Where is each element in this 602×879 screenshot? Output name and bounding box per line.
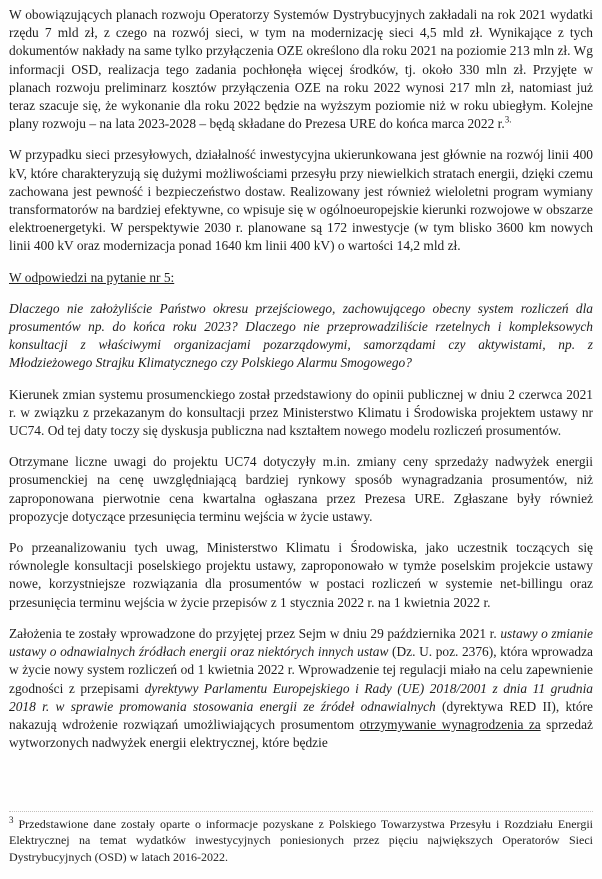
paragraph-uc74-comments: Otrzymane liczne uwagi do projektu UC74 dotyczyły m.in. zmiany ceny sprzedaży nadwyżek energii prosumenckiej na cenę uwzględniającą bardziej rynkowy sposób wynagradzania prosumentów, niż zaproponowana pierwotnie cena kwartalna ogłaszana przez Prezesa URE. Zgłaszane były również propozycje dotyczące przesunięcia terminu wejścia w życie ustawy. (9, 454, 593, 524)
remuneration-underlined: otrzymywanie wynagrodzenia za (359, 716, 541, 732)
paragraph-sejm-act (9, 625, 593, 752)
sejm-act-seg5: (dyrektywa RED II), które nakazują wdrożenie rozwiązań umożliwiających prosumentom (9, 698, 594, 732)
paragraph-distribution-plans-text: W obowiązujących planach rozwoju Operatorzy Systemów Dystrybucyjnych zakładali na rok 2021 wydatki rzędu 7 mld zł, z czego na rozwój sieci, w tym na modernizację sieci 4,5 mld zł. Wynikające z tych dokumentów nakłady na same tylko przyłączenia OZE określono dla roku 2021 na poziomie 213 mln zł. Wg informacji OSD, realizacja tego zadania pochłonęła więcej środków, tj. około 330 mln zł. Przyjęte w planach rozwoju preliminarz kosztów przyłączenia OZE na roku 2022 wynosi 217 mln zł, natomiast już teraz szacuje się, że wykonanie dla roku 2022 będzie na wyższym poziomie niż w roku ubiegłym. Kolejne plany rozwoju – na lata 2023-2028 – będą składane do Prezesa URE do końca marca 2022 r. (9, 7, 593, 132)
footnote-separator (9, 811, 593, 812)
footnote-marker: 3 (9, 814, 14, 825)
sejm-act-seg7: sprzedaż wytworzonych nadwyżek energii elektrycznej, które będzie (9, 716, 593, 751)
act-title-italic: ustawy o zmianie ustawy o odnawialnych źródłach energii oraz niektórych innych ustaw (9, 625, 593, 660)
sejm-act-seg1: Założenia te zostały wprowadzone do przyjętej przez Sejm w dniu 29 października 2021 r. (9, 625, 501, 641)
paragraph-distribution-plans (9, 6, 593, 133)
footnote-ref-3: 3. (504, 114, 512, 125)
sejm-act-seg3: (Dz. U. poz. 2376), która wprowadza w życie nowy system rozliczeń od 1 kwietnia 2022 r. Wprowadzenie tej regulacji miało na celu zapewnienie zgodności z przepisami (9, 644, 594, 696)
footnote-3 (9, 816, 593, 866)
footnote-block (9, 811, 593, 879)
question-text: Dlaczego nie założyliście Państwo okresu przejściowego, zachowującego obecny system rozliczeń dla prosumentów np. do końca roku 2023? Dlaczego nie przeprowadziliście rzetelnych i kompleksowych konsultacji z właściwymi organizacjami pozarządowymi, samorządami czy aktywistami, np. z Młodzieżowego Strajku Klimatycznego czy Polskiego Alarmu Smogowego? (9, 300, 593, 371)
paragraph-prosumer-direction: Kierunek zmian systemu prosumenckiego został przedstawiony do opinii publicznej w dniu 2 czerwca 2021 r. w związku z przekazanym do konsultacji przez Ministerstwo Klimatu i Środowiska projektem ustawy nr UC74. Od tej daty toczy się dyskusja publiczna nad kształtem nowego modelu rozliczeń prosumentów. (9, 386, 593, 439)
paragraph-transmission-networks: W przypadku sieci przesyłowych, działalność inwestycyjna ukierunkowana jest głównie na rozwój linii 400 kV, które charakteryzują się dużymi możliwościami przesyłu przy niewielkich stratach energii, dzięki czemu zachowana jest pewność i bezpieczeństwo dostaw. Realizowany jest również wieloletni program wymiany transformatorów na bardziej efektywne, co wpisuje się w ogólnoeuropejskie kierunki rozwojowe w obszarze elektroenergetyki. W perspektywie 2030 r. planowane są 172 inwestycje (w tym blisko 3600 km nowych linii 400 kV oraz modernizacja ponad 1640 km linii 400 kV) o wartości 14,2 mld zł. (9, 147, 593, 254)
directive-title-italic: dyrektywy Parlamentu Europejskiego i Rady (UE) 2018/2001 z dnia 11 grudnia 2018 r. w sprawie promowania stosowania energii ze źródeł odnawialnych (9, 680, 593, 714)
footnote-text: Przedstawione dane zostały oparte o informacje pozyskane z Polskiego Towarzystwa Przesyłu i Rozdziału Energii Elektrycznej na temat wydatków inwestycyjnych poniesionych przez pięciu największych Operatorów Sieci Dystrybucyjnych (OSD) w latach 2016-2022. (9, 816, 593, 865)
paragraph-ministry-proposal: Po przeanalizowaniu tych uwag, Ministerstwo Klimatu i Środowiska, jako uczestnik toczących się równolegle konsultacji poselskiego projektu ustawy, zaproponowało w tymże poselskim projekcie ustawy nowe, korzystniejsze rozwiązania dla prosumentów w postaci rozliczeń w systemie net-billingu oraz przesunięcia terminu wejścia w życie przepisów z 1 stycznia 2022 r. na 1 kwietnia 2022 r. (9, 540, 593, 610)
section-heading-answer-5: W odpowiedzi na pytanie nr 5: (9, 269, 175, 285)
